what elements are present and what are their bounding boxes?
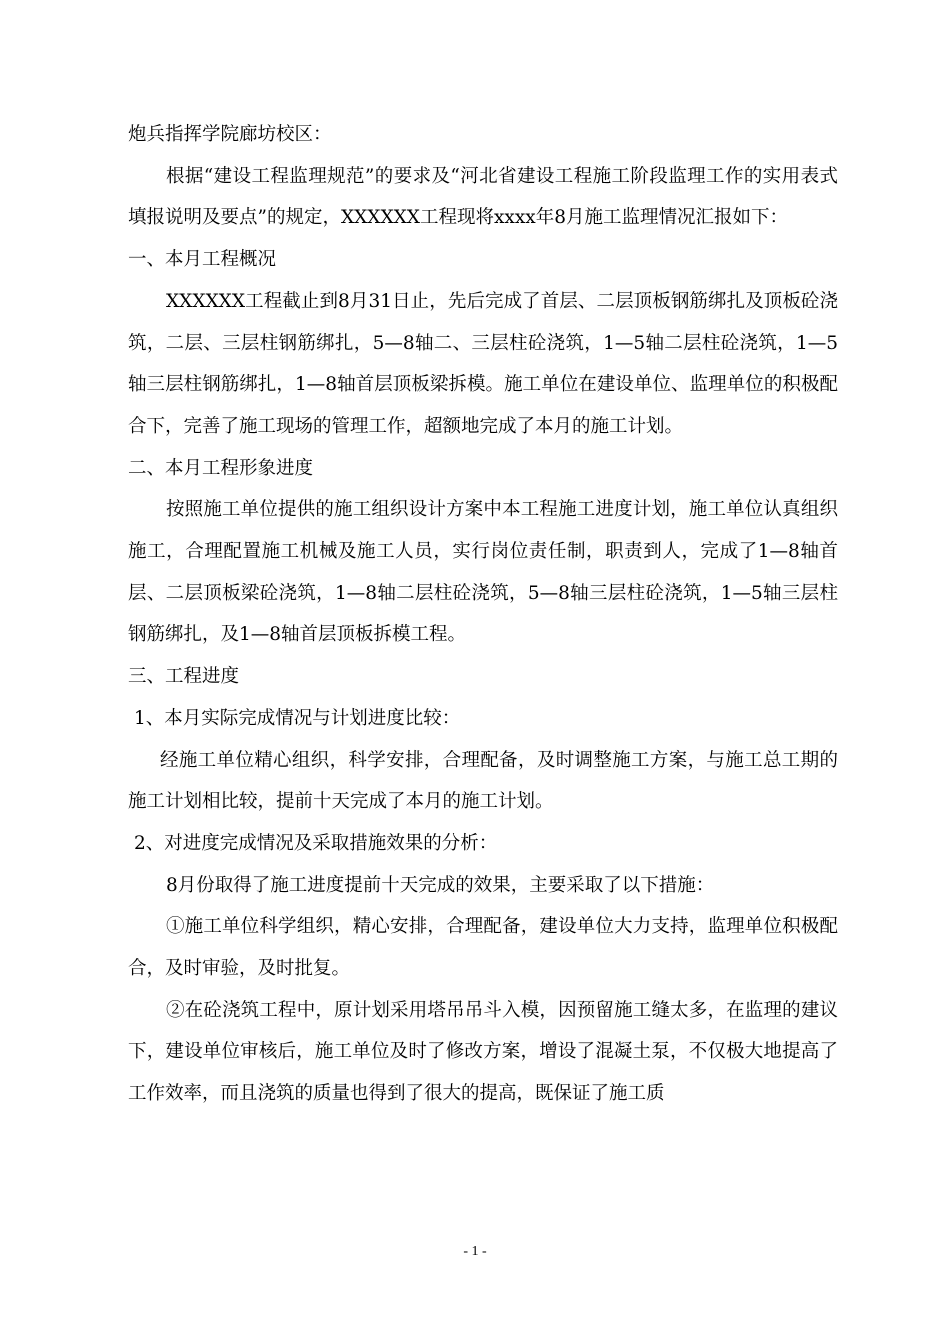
page-number: - 1 - bbox=[463, 1244, 487, 1259]
intro-paragraph: 根据“建设工程监理规范”的要求及“河北省建设工程施工阶段监理工作的实用表式填报说明及要点”的规定，XXXXXX工程现将xxxx年8月施工监理情况汇报如下： bbox=[128, 165, 838, 229]
subsection-1-heading: 1、本月实际完成情况与计划进度比较： bbox=[134, 707, 461, 729]
subsection-2-paragraph: 8月份取得了施工进度提前十天完成的效果，主要采取了以下措施： bbox=[166, 874, 715, 896]
salutation: 炮兵指挥学院廊坊校区： bbox=[128, 124, 332, 145]
section-1-paragraph: XXXXXX工程截止到8月31日止，先后完成了首层、二层顶板钢筋绑扎及顶板砼浇筑，二层、三层柱钢筋绑扎，5—8轴二、三层柱砼浇筑，1—5轴二层柱砼浇筑，1—5轴三层柱钢筋绑扎，1—8轴首层顶板梁拆模。施工单位在建设单位、监理单位的积极配合下，完善了施工现场的管理工作，超额地完成了本月的施工计划。 bbox=[128, 290, 838, 437]
section-3-heading: 三、工程进度 bbox=[128, 666, 240, 688]
document-body bbox=[128, 114, 838, 1115]
measure-1-paragraph: ①施工单位科学组织，精心安排，合理配备，建设单位大力支持，监理单位积极配合，及时审验，及时批复。 bbox=[128, 916, 838, 980]
subsection-2-heading: 2、对进度完成情况及采取措施效果的分析： bbox=[134, 832, 498, 854]
section-1-heading: 一、本月工程概况 bbox=[128, 249, 277, 271]
section-2-heading: 二、本月工程形象进度 bbox=[128, 457, 314, 479]
subsection-1-paragraph: 经施工单位精心组织，科学安排，合理配备，及时调整施工方案，与施工总工期的施工计划相比较，提前十天完成了本月的施工计划。 bbox=[128, 749, 838, 813]
measure-2-paragraph: ②在砼浇筑工程中，原计划采用塔吊吊斗入模，因预留施工缝太多，在监理的建议下，建设单位审核后，施工单位及时了修改方案，增设了混凝土泵，不仅极大地提高了工作效率，而且浇筑的质量也得到了很大的提高，既保证了施工质 bbox=[128, 999, 838, 1105]
section-2-paragraph: 按照施工单位提供的施工组织设计方案中本工程施工进度计划，施工单位认真组织施工，合理配置施工机械及施工人员，实行岗位责任制，职责到人，完成了1—8轴首层、二层顶板梁砼浇筑，1—8轴二层柱砼浇筑，5—8轴三层柱砼浇筑，1—5轴三层柱钢筋绑扎，及1—8轴首层顶板拆模工程。 bbox=[128, 499, 838, 646]
